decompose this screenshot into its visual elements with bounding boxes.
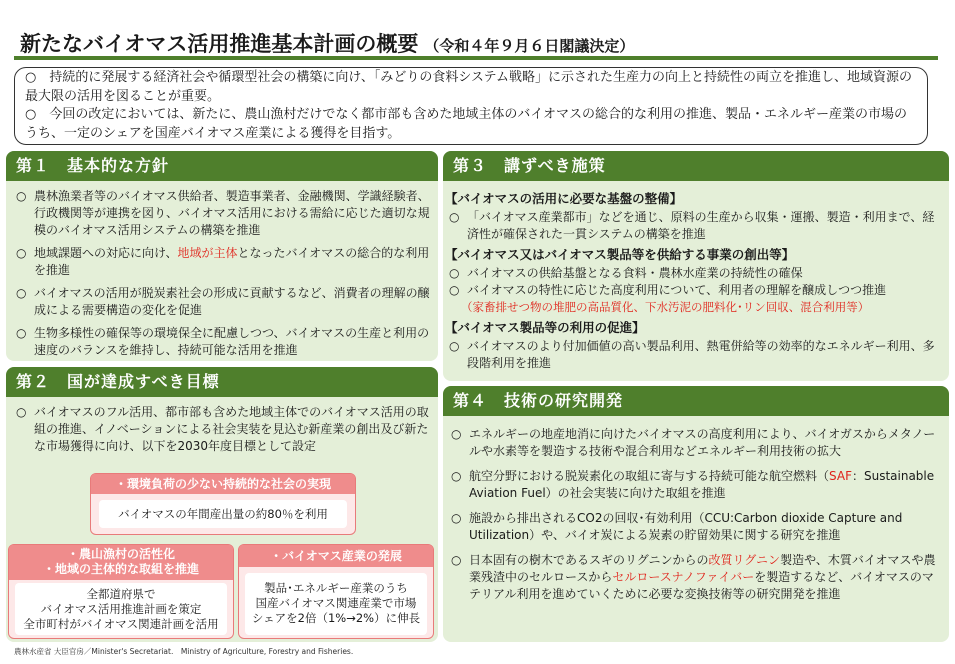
title-text: 新たなバイオマス活用推進基本計画の概要: [20, 32, 419, 56]
item-text: 製造や、木質バイオマスや農業残渣中のセルロースから: [469, 553, 936, 584]
intro-paragraph-1: ○ 持続的に発展する経済社会や循環型社会の構築に向け、「みどりの食料システム戦略」に示された生産力の向上と持続性の両立を推進し、地域資源の最大限の活用を図ることが重要。: [25, 70, 913, 104]
subsection-heading: 【バイオマス製品等の利用の促進】: [445, 320, 645, 335]
title-underline: [14, 56, 938, 60]
section-basic-policy-heading: 第１ 基本的な方針: [6, 151, 438, 181]
goal-box-industry: [238, 544, 434, 639]
bullet-mark: ○: [16, 405, 27, 419]
page-title: [20, 28, 935, 58]
bullet-mark: ○: [451, 469, 462, 483]
list-item: [451, 468, 943, 502]
item-text: 航空分野における脱炭素化の取組に寄与する持続可能な航空燃料（: [469, 469, 830, 483]
subsection-heading: 【バイオマス又はバイオマス製品等を供給する事業の創出等】: [445, 247, 795, 262]
bullet-mark: ○: [449, 266, 460, 280]
item-text: 日本固有の樹木であるスギのリグニンからの: [469, 553, 709, 567]
item-text: バイオマスのフル活用、都市部も含めた地域主体でのバイオマス活用の取組の推進、イノベーションによる社会実装を見込む新産業の創出及び新たな市場獲得に向け、以下を2030年度目標として設定: [34, 405, 429, 453]
footer-credit: 農林水産省 大臣官房／Minister's Secretariat. Ministry of Agriculture, Forestry and Fisheries.: [14, 647, 354, 656]
bullet-mark: ○: [16, 189, 27, 203]
item-text: バイオマスの特性に応じた高度利用について、利用者の理解を醸成しつつ推進: [467, 283, 887, 297]
item-text: 農林漁業者等のバイオマス供給者、製造事業者、金融機関、学識経験者、行政機関等が連携を図り、バイオマス活用における需給に応じた適切な規模のバイオマス活用システムの構築を推進: [34, 189, 430, 237]
goal-box-line: 製品･エネルギー産業のうち: [264, 581, 408, 595]
goal-box-body: [239, 581, 433, 626]
goal-box-environment: [90, 473, 356, 535]
goal-box-line: 全都道府県で: [86, 587, 156, 601]
goal-box-rural: [8, 544, 234, 639]
item-text: となったバイオマスの総合的な利用を推進: [34, 246, 430, 277]
goal-box-body: バイオマスの年間産出量の約80％を利用: [118, 507, 328, 521]
list-item: [16, 188, 432, 239]
bullet-mark: ○: [451, 427, 462, 441]
goal-box-header-line: ・地域の主体的な取組を推進: [42, 562, 199, 576]
list-item: [16, 285, 432, 319]
item-text: 生物多様性の確保等の環境保全に配慮しつつ、バイオマスの生産と利用の速度のバランスを維持し、持続可能な活用を推進: [34, 326, 430, 357]
intro-paragraph-2: ○ 今回の改定においては、新たに、農山漁村だけでなく都市部も含めた地域主体のバイオマスの総合的な利用の推進、製品・エネルギー産業の市場のうち、一定のシェアを国産バイオマス産業による獲得を目指す。: [25, 107, 907, 141]
item-text: を製造するなど、バイオマスのマテリアル利用を進めていくために必要な変換技術等の研究開発を推進: [469, 570, 934, 601]
list-item: [16, 404, 432, 455]
section-targets-heading: 第２ 国が達成すべき目標: [6, 367, 438, 397]
section-research: [443, 386, 949, 642]
list-item: [449, 209, 945, 243]
bullet-mark: ○: [449, 283, 460, 297]
bullet-mark: ○: [16, 326, 27, 340]
bullet-mark: ○: [451, 553, 462, 567]
list-item: [451, 552, 943, 603]
list-item: [451, 426, 943, 460]
section-basic-policy: [6, 151, 438, 361]
goal-box-header-line: ・農山漁村の活性化: [66, 547, 175, 561]
goal-box-line: 全市町村がバイオマス関連計画を活用: [23, 617, 219, 631]
bullet-mark: ○: [449, 339, 460, 353]
item-text: バイオマスのより付加価値の高い製品利用、熱電併給等の効率的なエネルギー利用、多段階利用を推進: [467, 339, 935, 370]
section-measures: [443, 151, 949, 381]
item-text: ：Sustainable Aviation Fuel）の社会実装に向けた取組を推進: [469, 469, 935, 500]
item-text: 「バイオマス産業都市」などを通じ、原料の生産から収集・運搬、製造・利用まで、経済性が確保された一貫システムの構築を推進: [467, 210, 935, 241]
item-text: 施設から排出されるCO2の回収･有効利用（CCU:Carbon dioxide Capture and Utilization）や、バイオ炭による炭素の貯留効果に関する研究を推進: [469, 511, 903, 542]
bullet-mark: ○: [16, 246, 27, 260]
item-text: バイオマスの活用が脱炭素社会の形成に貢献するなど、消費者の理解の醸成による需要構造の変化を促進: [34, 286, 430, 317]
highlight-text: 改質リグニン: [708, 553, 781, 567]
goal-box-body: [9, 587, 233, 632]
goal-box-line: シェアを2倍（1%→2%）に伸長: [251, 611, 421, 625]
goal-box-header: [9, 545, 233, 580]
goal-box-line: 国産バイオマス関連産業で市場: [255, 596, 417, 610]
bullet-mark: ○: [449, 210, 460, 224]
list-item: [16, 245, 432, 279]
section-targets: [6, 367, 438, 642]
item-text: 地域課題への対応に向け、: [34, 246, 178, 260]
list-item: [449, 282, 945, 316]
item-text: バイオマスの供給基盤となる食料・農林水産業の持続性の確保: [467, 266, 803, 280]
highlight-text: セルロースナノファイバー: [612, 570, 755, 584]
goal-box-header: ・環境負荷の少ない持続的な社会の実現: [91, 474, 355, 494]
highlight-text: 地域が主体: [177, 246, 238, 260]
section-measures-heading: 第３ 講ずべき施策: [443, 151, 949, 181]
section-research-heading: 第４ 技術の研究開発: [443, 386, 949, 416]
item-text: エネルギーの地産地消に向けたバイオマスの高度利用により、バイオガスからメタノールや水素等を製造する技術や混合利用などエネルギー利用技術の拡大: [469, 427, 936, 458]
intro-box: [14, 67, 928, 145]
list-item: [449, 338, 945, 372]
bullet-mark: ○: [16, 286, 27, 300]
title-subtitle: （令和４年９月６日閣議決定）: [424, 37, 635, 55]
subsection-heading: 【バイオマスの活用に必要な基盤の整備】: [445, 191, 683, 206]
list-item: [16, 325, 432, 359]
highlight-text: SAF: [829, 469, 852, 483]
goal-box-header: ・バイオマス産業の発展: [239, 545, 433, 567]
list-item: [451, 510, 943, 544]
highlight-text: （家畜排せつ物の堆肥の高品質化、下水汚泥の肥料化･リン回収、混合利用等）: [461, 300, 870, 314]
goal-box-line: バイオマス活用推進計画を策定: [40, 602, 202, 616]
bullet-mark: ○: [451, 511, 462, 525]
list-item: [449, 265, 945, 282]
